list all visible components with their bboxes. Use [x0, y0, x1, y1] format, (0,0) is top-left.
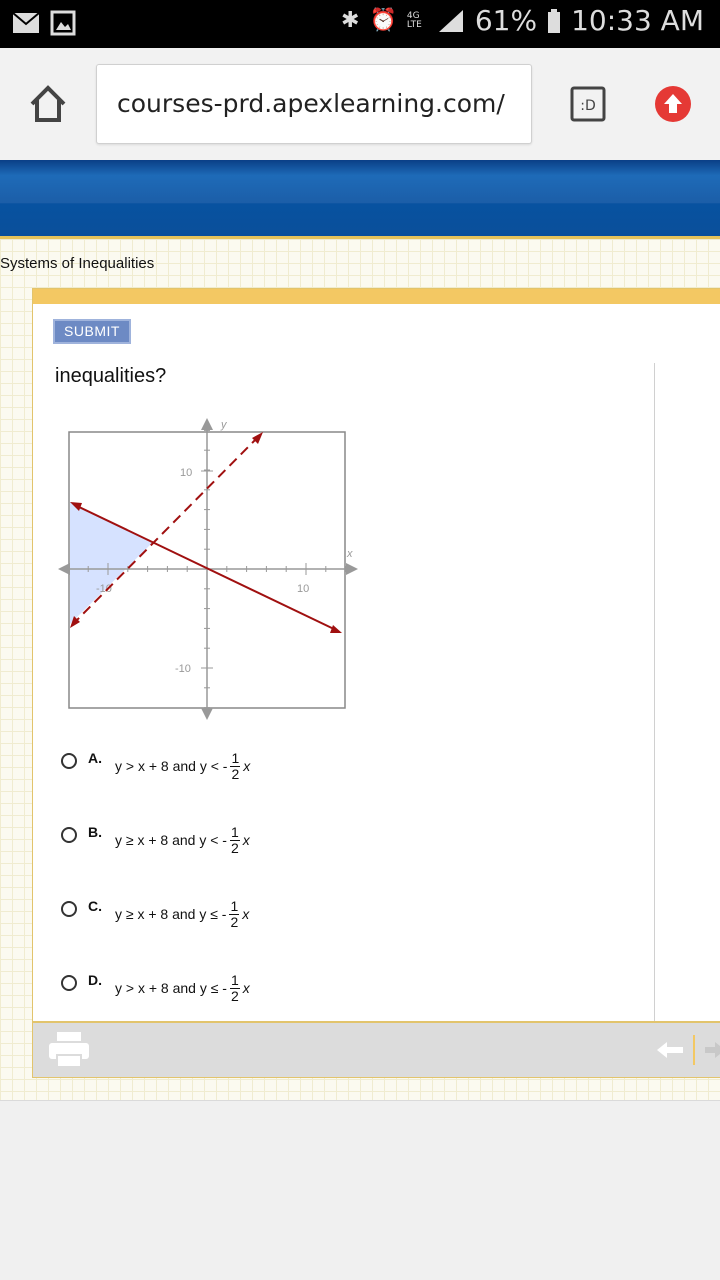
- address-bar[interactable]: [96, 64, 532, 144]
- choice-letter: A.: [88, 750, 102, 766]
- breadcrumb: Systems of Inequalities: [0, 255, 155, 272]
- denominator: 2: [231, 765, 240, 782]
- print-icon[interactable]: [47, 1031, 91, 1069]
- site-banner: [0, 160, 720, 238]
- x-axis-label: x: [347, 548, 353, 560]
- choice-letter: C.: [88, 898, 102, 914]
- back-arrow-icon[interactable]: [657, 1041, 683, 1059]
- battery-icon: [547, 8, 561, 34]
- choice-expression: [115, 971, 250, 1004]
- choice-letter: D.: [88, 972, 102, 988]
- fraction: [229, 899, 239, 930]
- upload-icon[interactable]: [655, 86, 691, 122]
- y-axis-label: y: [221, 419, 227, 431]
- reader-mode-icon[interactable]: [570, 86, 606, 122]
- fraction: [230, 973, 240, 1004]
- numerator: 1: [231, 749, 240, 766]
- signal-icon: [437, 8, 465, 34]
- fraction: [230, 825, 240, 856]
- nav-divider: [693, 1035, 695, 1065]
- denominator: 2: [230, 839, 239, 856]
- bluetooth-icon: ✱: [341, 8, 360, 33]
- radio-button[interactable]: [61, 753, 77, 769]
- column-divider: [654, 363, 655, 1021]
- panel-footer-toolbar: [33, 1021, 720, 1077]
- choice-expression: [115, 749, 251, 782]
- panel-header-bar: [33, 289, 720, 304]
- expression-right: x: [242, 980, 250, 996]
- radio-button[interactable]: [61, 901, 77, 917]
- forward-arrow-icon[interactable]: [705, 1041, 720, 1059]
- numerator: 1: [230, 971, 239, 988]
- expression-left: y ≥ x + 8 and y ≤ -: [115, 906, 227, 922]
- email-icon: [12, 10, 40, 36]
- denominator: 2: [230, 913, 239, 930]
- home-icon[interactable]: [28, 84, 68, 124]
- expression-right: x: [242, 906, 250, 922]
- denominator: 2: [230, 987, 239, 1004]
- alarm-icon: ⏰: [369, 8, 397, 33]
- choice-letter: B.: [88, 824, 102, 840]
- page-footer-area: [0, 1100, 720, 1280]
- numerator: 1: [230, 823, 239, 840]
- status-bar: [0, 0, 720, 48]
- y-axis-arrow-up: [201, 418, 213, 430]
- expression-left: y ≥ x + 8 and y < -: [115, 832, 227, 848]
- browser-toolbar: [0, 48, 720, 160]
- gallery-icon: [50, 10, 76, 36]
- clock-time: 10:33 AM: [571, 4, 704, 37]
- tick-label-x-10: 10: [297, 583, 310, 595]
- submit-button[interactable]: SUBMIT: [53, 319, 131, 344]
- expression-left: y > x + 8 and y < -: [115, 758, 228, 774]
- radio-button[interactable]: [61, 827, 77, 843]
- tick-label-y-10: 10: [180, 467, 193, 479]
- expression-right: x: [243, 758, 251, 774]
- inequality-graph: [58, 414, 358, 724]
- expression-right: x: [242, 832, 250, 848]
- y-axis-arrow-down: [201, 708, 213, 720]
- fraction: [230, 751, 240, 782]
- tick-label-y-neg10: -10: [175, 663, 191, 675]
- question-text: inequalities?: [55, 365, 167, 387]
- url-text[interactable]: courses-prd.apexlearning.com/: [117, 89, 505, 118]
- choice-expression: [115, 897, 250, 930]
- choice-expression: [115, 823, 250, 856]
- svg-text::D: :D: [580, 98, 596, 114]
- x-axis-arrow-right: [346, 563, 358, 575]
- battery-percent: 61%: [474, 4, 538, 37]
- tick-label-x-neg10: -10: [96, 583, 112, 595]
- question-panel: [32, 288, 720, 1078]
- radio-button[interactable]: [61, 975, 77, 991]
- network-type-label: 4G LTE: [406, 10, 422, 30]
- expression-left: y > x + 8 and y ≤ -: [115, 980, 227, 996]
- numerator: 1: [230, 897, 239, 914]
